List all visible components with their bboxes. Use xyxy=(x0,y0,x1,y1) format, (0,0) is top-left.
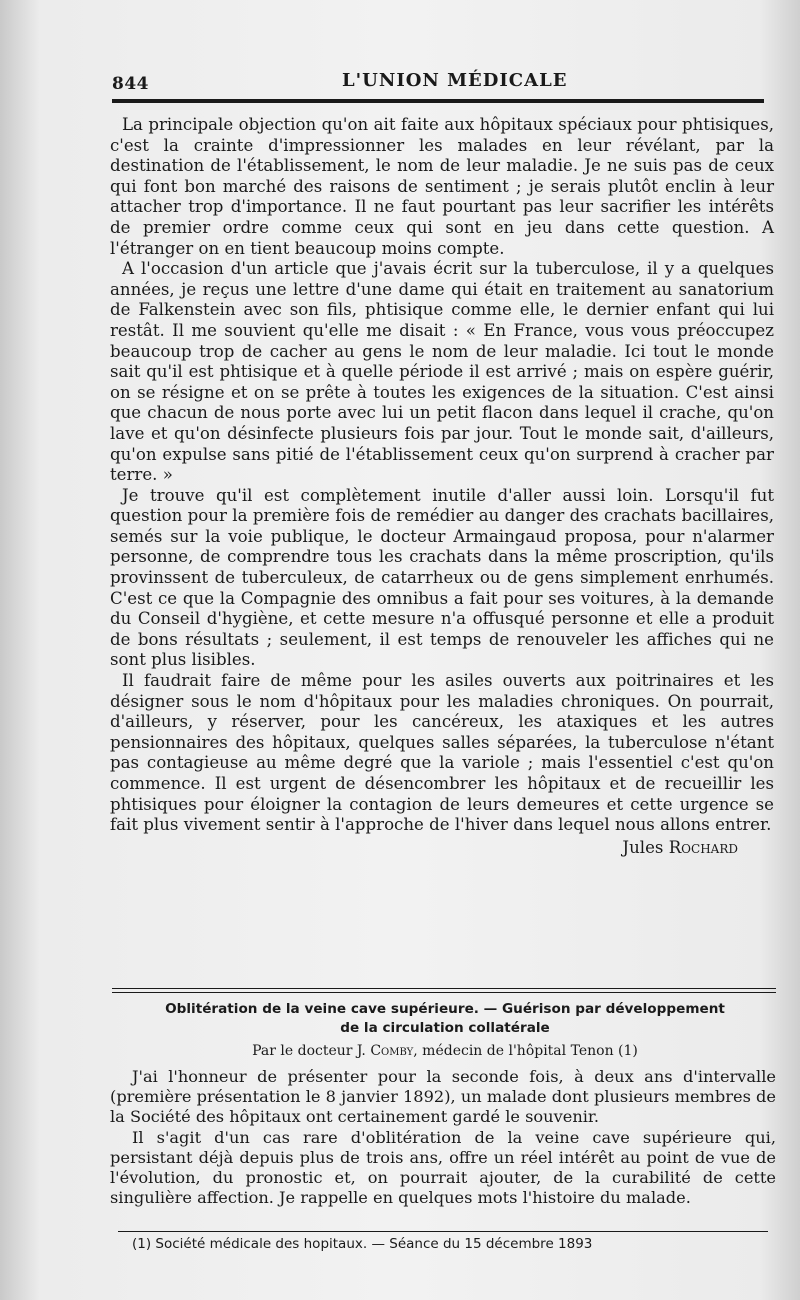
article-text xyxy=(110,1067,776,1208)
paragraph: Je trouve qu'il est complètement inutile d'aller aussi loin. Lorsqu'il fut question pour la première fois de remédier au danger des crachats bacillaires, semés sur la voie publique, le docteur Armaingaud proposa, pour n'alarmer personne, de comprendre tous les crachats dans la même proscription, qu'ils provinssent de tuberculeux, de catarrheux ou de gens simplement enrhumés. C'est ce que la Compagnie des omnibus a fait pour ses voitures, à la demande du Conseil d'hygiène, et cette mesure n'a offusqué personne et elle a produit de bons résultats ; seulement, il est temps de renouveler les affiches qui ne sont plus lisibles. xyxy=(110,485,774,670)
article-title-line: de la circulation collatérale xyxy=(340,1020,550,1036)
journal-title: L'UNION MÉDICALE xyxy=(342,70,568,91)
page-number: 844 xyxy=(112,74,149,94)
paragraph: J'ai l'honneur de présenter pour la seconde fois, à deux ans d'intervalle (première présentation le 8 janvier 1892), un malade dont plusieurs membres de la Société des hôpitaux ont certainement gardé le souvenir. xyxy=(110,1067,776,1127)
footnote-rule xyxy=(118,1231,768,1232)
byline-author: Comby xyxy=(370,1043,414,1059)
byline-suffix: , médecin de l'hôpital Tenon (1) xyxy=(413,1043,638,1059)
signature-last-name: Rochard xyxy=(668,837,738,857)
paragraph: La principale objection qu'on ait faite aux hôpitaux spéciaux pour phtisiques, c'est la crainte d'impressionner les malades en leur révélant, par la destination de l'établissement, le nom de leur maladie. Je ne suis pas de ceux qui font bon marché des raisons de sentiment ; je serais plutôt enclin à leur attacher trop d'importance. Il ne faut pourtant pas leur sacrifier les intérêts de premier ordre comme ceux qui sont en jeu dans cette question. A l'étranger on en tient beaucoup moins compte. xyxy=(110,115,774,258)
signature-first-name: Jules xyxy=(622,837,664,857)
paragraph: A l'occasion d'un article que j'avais écrit sur la tuberculose, il y a quelques années, je reçus une lettre d'une dame qui était en traitement au sanatorium de Falkenstein avec son fils, phtisique comme elle, le dernier enfant qui lui restât. Il me souvient qu'elle me disait : « En France, vous vous préoccupez beaucoup trop de cacher au gens le nom de leur maladie. Ici tout le monde sait qu'il est phtisique et à quelle période il est arrivé ; mais on espère guérir, on se résigne et on se prête à toutes les exigences de la situation. C'est ainsi que chacun de nous porte avec lui un petit flacon dans lequel il crache, qu'on lave et qu'on désinfecte plusieurs fois par jour. Tout le monde sait, d'ailleurs, qu'on expulse sans pitié de l'établissement ceux qu'on surprend à cracher par terre. » xyxy=(110,259,774,485)
author-signature xyxy=(110,838,774,859)
paragraph: Il s'agit d'un cas rare d'oblitération de la veine cave supérieure qui, persistant déjà depuis plus de trois ans, offre un réel intérêt au point de vue de l'évolution, du pronostic et, on pourrait ajouter, de la curabilité de cette singulière affection. Je rappelle en quelques mots l'histoire du malade. xyxy=(110,1127,776,1208)
section-rule-bottom xyxy=(112,992,776,993)
article-title-line: Oblitération de la veine cave supérieure. — Guérison par développement xyxy=(165,1001,725,1017)
byline-prefix: Par le docteur J. xyxy=(252,1043,366,1059)
page-header xyxy=(112,62,762,92)
main-text xyxy=(110,115,774,858)
paragraph: Il faudrait faire de même pour les asiles ouverts aux poitrinaires et les désigner sous le nom d'hôpitaux pour les maladies chroniques. On pourrait, d'ailleurs, y réserver, pour les cancéreux, les ataxiques et les autres pensionnaires des hôpitaux, quelques salles séparées, la tuberculose n'étant pas contagieuse au même degré que la variole ; mais l'essentiel c'est qu'on commence. Il est urgent de désencombrer les hôpitaux et de recueillir les phtisiques pour éloigner la contagion de leurs demeures et cette urgence se fait plus vivement sentir à l'approche de l'hiver dans lequel nous allons entrer. xyxy=(110,671,774,835)
article-byline xyxy=(110,1043,780,1059)
section-rule-top xyxy=(112,988,776,989)
article-title xyxy=(110,1000,780,1038)
footnote: (1) Société médicale des hopitaux. — Séance du 15 décembre 1893 xyxy=(132,1236,593,1252)
header-rule xyxy=(112,99,764,103)
